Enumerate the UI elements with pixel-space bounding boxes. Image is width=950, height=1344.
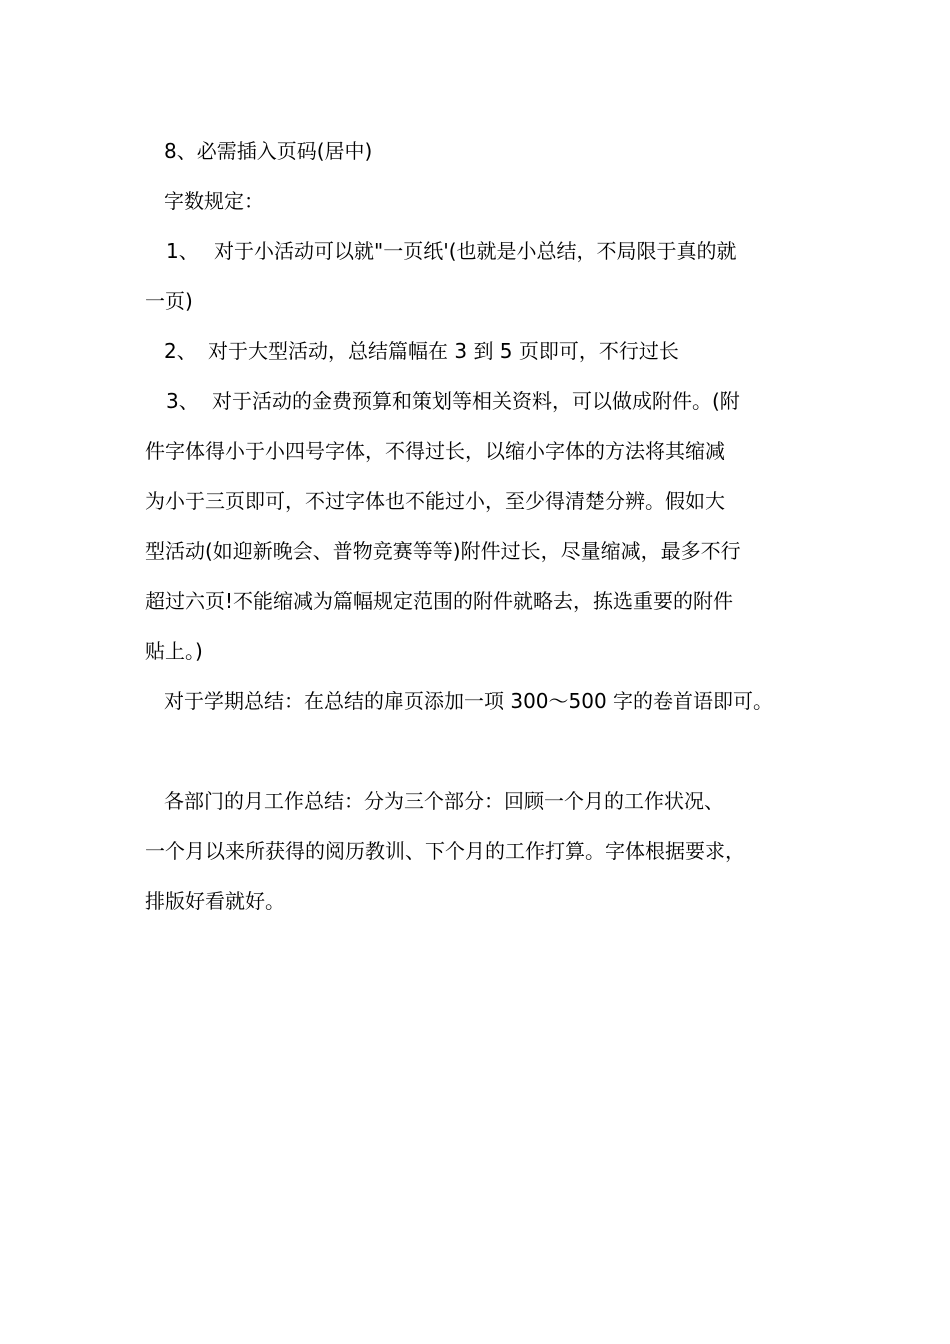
list-item-1	[166, 238, 737, 264]
paragraph-monthly-summary: 各部门的月工作总结：分为三个部分：回顾一个月的工作状况、	[164, 789, 724, 813]
paragraph-page-number-rule: 8、必需插入页码(居中)	[164, 139, 373, 163]
list-item-3-continued-1: 件字体得小于小四号字体，不得过长，以缩小字体的方法将其缩减	[145, 439, 725, 463]
list-text-3: 对于活动的金费预算和策划等相关资料，可以做成附件。(附	[212, 389, 740, 413]
list-text-1: 对于小活动可以就"一页纸'(也就是小总结，不局限于真的就	[214, 239, 737, 263]
paragraph-monthly-summary-continued-1: 一个月以来所获得的阅历教训、下个月的工作打算。字体根据要求，	[145, 839, 745, 863]
heading-word-count-rules: 字数规定：	[164, 189, 264, 213]
list-number-3: 3、	[166, 389, 199, 413]
paragraph-semester-summary: 对于学期总结：在总结的扉页添加一项 300～500 字的卷首语即可。	[164, 689, 774, 713]
list-item-3-continued-4: 超过六页!不能缩减为篇幅规定范围的附件就略去，拣选重要的附件	[145, 589, 734, 613]
list-item-1-continued: 一页)	[145, 289, 193, 313]
list-item-2	[164, 338, 679, 364]
list-item-3	[166, 388, 740, 414]
list-number-2: 2、	[164, 339, 197, 363]
list-item-3-continued-3: 型活动(如迎新晚会、普物竞赛等等)附件过长，尽量缩减，最多不行	[145, 539, 741, 563]
paragraph-monthly-summary-continued-2: 排版好看就好。	[145, 889, 285, 913]
list-item-3-continued-5: 贴上。)	[145, 639, 203, 663]
list-item-3-continued-2: 为小于三页即可，不过字体也不能过小，至少得清楚分辨。假如大	[145, 489, 725, 513]
list-number-1: 1、	[166, 239, 199, 263]
list-text-2: 对于大型活动，总结篇幅在 3 到 5 页即可，不行过长	[208, 339, 679, 363]
